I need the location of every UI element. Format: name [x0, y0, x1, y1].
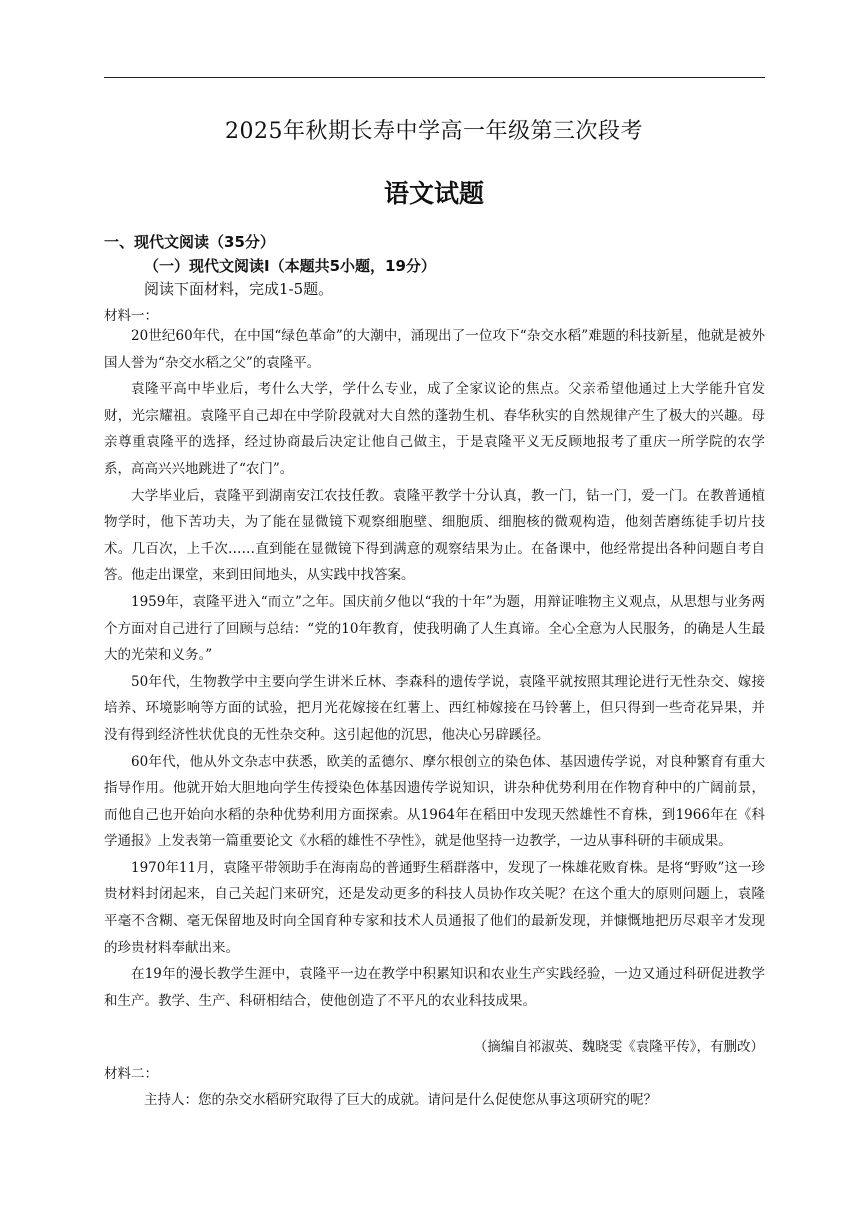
paragraph: 60年代，他从外文杂志中获悉，欧美的孟德尔、摩尔根创立的染色体、基因遗传学说，对良种繁育有重大指导作用。他就开始大胆地向学生传授染色体基因遗传学说知识，讲杂种优势利用在作物育种中的广阔前景，而他自己也开始向水稻的杂种优势利用方面探索。从1964年在稻田中发现天然雄性不育株，到1966年在《科学通报》上发表第一篇重要论文《水稻的雄性不孕性》，就是他坚持一边教学，一边从事科研的丰硕成果。	[104, 753, 765, 850]
exam-title: 2025年秋期长寿中学高一年级第三次段考	[225, 119, 643, 144]
section-heading: 一、现代文阅读（35分）	[104, 233, 275, 251]
material-two-label: 材料二：	[104, 1066, 158, 1082]
subject-title: 语文试题	[383, 179, 484, 208]
paragraph: 袁隆平高中毕业后，考什么大学，学什么专业，成了全家议论的焦点。父亲希望他通过上大学能升官发财，光宗耀祖。袁隆平自己却在中学阶段就对大自然的蓬勃生机、春华秋实的自然规律产生了极大的兴趣。母亲尊重袁隆平的选择，经过协商最后决定让他自己做主，于是袁隆平义无反顾地报考了重庆一所学院的农学系，高高兴兴地跳进了“农门”。	[104, 381, 765, 477]
paragraph: 50年代，生物教学中主要向学生讲米丘林、李森科的遗传学说，袁隆平就按照其理论进行无性杂交、嫁接培养、环境影响等方面的试验，把月光花嫁接在红薯上、西红柿嫁接在马铃薯上，但只得到一些奇花异果，并没有得到经济性状优良的无性杂交种。这引起他的沉思，他决心另辟蹊径。	[104, 673, 765, 743]
paragraph: 1970年11月，袁隆平带领助手在海南岛的普通野生稻群落中，发现了一株雄花败育株。是将“野败”这一珍贵材料封闭起来，自己关起门来研究，还是发动更多的科技人员协作攻关呢？在这个重大的原则问题上，袁隆平毫不含糊、毫无保留地及时向全国育种专家和技术人员通报了他们的最新发现，并慷慨地把历尽艰辛才发现的珍贵材料奉献出来。	[104, 859, 765, 956]
source-citation: （摘编自祁淑英、魏晓雯《袁隆平传》，有删改）	[473, 1039, 764, 1055]
paragraph: 20世纪60年代，在中国“绿色革命”的大潮中，涌现出了一位攻下“杂交水稻”难题的科技新星，他就是被外国人誉为“杂交水稻之父”的袁隆平。	[104, 328, 765, 371]
paragraph: 1959年，袁隆平进入“而立”之年。国庆前夕他以“我的十年”为题，用辩证唯物主义观点，从思想与业务两个方面对自己进行了回顾与总结：“党的10年教育，使我明确了人生真谛。全心全意为人民服务，的确是人生最大的光荣和义务。”	[104, 593, 765, 664]
reading-instruction: 阅读下面材料，完成1-5题。	[144, 280, 334, 298]
header-divider	[104, 77, 765, 78]
paragraph: 在19年的漫长教学生涯中，袁隆平一边在教学中积累知识和农业生产实践经验，一边又通过科研促进教学和生产。教学、生产、科研相结合，使他创造了不平凡的农业科技成果。	[104, 966, 765, 1009]
material-one-label: 材料一：	[104, 308, 158, 324]
material-one-body	[104, 323, 765, 1014]
host-question: 主持人：您的杂交水稻研究取得了巨大的成就。请问是什么促使您从事这项研究的呢？	[144, 1092, 657, 1108]
paragraph: 大学毕业后，袁隆平到湖南安江农技任教。袁隆平教学十分认真，教一门，钻一门，爱一门。在教普通植物学时，他下苦功夫，为了能在显微镜下观察细胞壁、细胞质、细胞核的微观构造，他刻苦磨练徒手切片技术。几百次，上千次……直到能在显微镜下得到满意的观察结果为止。在备课中，他经常提出各种问题自考自答。他走出课堂，来到田间地头，从实践中找答案。	[104, 487, 765, 584]
subsection-heading: （一）现代文阅读Ⅰ（本题共5小题，19分）	[144, 257, 436, 275]
